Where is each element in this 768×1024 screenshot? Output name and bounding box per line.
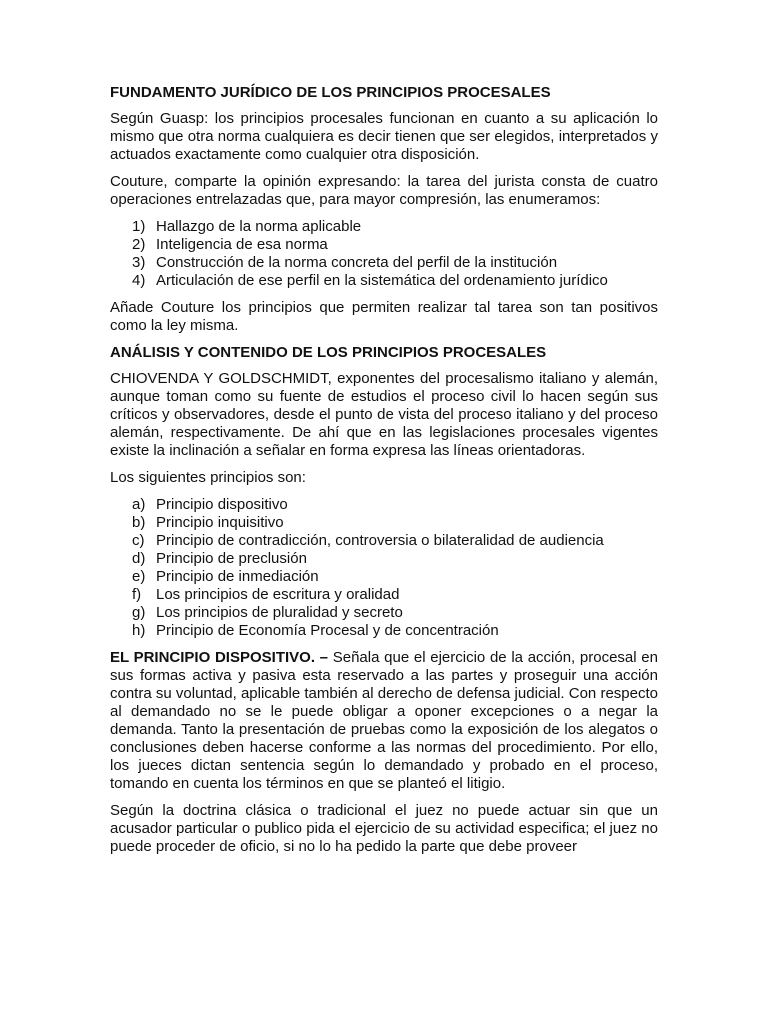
- list-marker: d): [132, 550, 146, 567]
- document-page: [110, 84, 658, 865]
- list-item-text: Principio de preclusión: [156, 550, 307, 567]
- paragraph-chiovenda: CHIOVENDA Y GOLDSCHMIDT, exponentes del procesalismo italiano y alemán, aunque toman como su fuente de estudios el proceso civil lo hacen según sus críticos y observadores, desde el punto de vista del proceso italiano y del proceso alemán, respectivamente. De ahí que en las legislaciones procesales vigentes existe la inclinación a señalar en forma expresa las líneas orientadoras.: [110, 370, 658, 459]
- list-item: [110, 568, 658, 586]
- list-item: [110, 604, 658, 622]
- list-item-text: Inteligencia de esa norma: [156, 236, 328, 253]
- list-marker: a): [132, 496, 146, 513]
- paragraph-doctrina-clasica: Según la doctrina clásica o tradicional el juez no puede actuar sin que un acusador particular o publico pida el ejercicio de su actividad especifica; el juez no puede proceder de oficio, si no lo ha pedido la parte que debe proveer: [110, 802, 658, 855]
- list-marker: 2): [132, 236, 146, 253]
- paragraph-principles-intro: Los siguientes principios son:: [110, 469, 306, 486]
- list-item-text: Construcción de la norma concreta del perfil de la institución: [156, 254, 558, 271]
- list-marker: c): [132, 532, 145, 549]
- list-marker: 1): [132, 218, 146, 235]
- list-item-text: Principio de inmediación: [156, 568, 319, 585]
- list-marker: g): [132, 604, 146, 621]
- list-item: [110, 496, 658, 514]
- list-marker: b): [132, 514, 146, 531]
- list-item: [110, 272, 658, 290]
- list-item-text: Los principios de pluralidad y secreto: [156, 604, 403, 621]
- list-item: [110, 550, 658, 568]
- paragraph-lead-dispositivo: EL PRINCIPIO DISPOSITIVO. –: [110, 649, 329, 666]
- list-marker: 3): [132, 254, 146, 271]
- list-item-text: Principio dispositivo: [156, 496, 288, 513]
- list-item-text: Hallazgo de la norma aplicable: [156, 218, 362, 235]
- section-title-analisis: ANÁLISIS Y CONTENIDO DE LOS PRINCIPIOS PROCESALES: [110, 344, 547, 361]
- list-marker: h): [132, 622, 146, 639]
- list-item-text: Principio inquisitivo: [156, 514, 284, 531]
- list-item: [110, 532, 658, 550]
- paragraph-principio-dispositivo: [110, 649, 658, 793]
- list-marker: 4): [132, 272, 146, 289]
- list-item-text: Los principios de escritura y oralidad: [156, 586, 400, 603]
- section-title-fundamento: FUNDAMENTO JURÍDICO DE LOS PRINCIPIOS PROCESALES: [110, 84, 551, 101]
- list-item: [110, 254, 658, 272]
- list-item: [110, 514, 658, 532]
- numbered-list-operations: [110, 218, 658, 290]
- list-item: [110, 622, 658, 640]
- list-item: [110, 586, 658, 604]
- list-item-text: Principio de Economía Procesal y de concentración: [156, 622, 499, 639]
- list-marker: f): [132, 586, 142, 603]
- list-item-text: Principio de contradicción, controversia o bilateralidad de audiencia: [156, 532, 604, 549]
- list-item-text: Articulación de ese perfil en la sistemática del ordenamiento jurídico: [156, 272, 608, 289]
- paragraph-couture: Couture, comparte la opinión expresando: la tarea del jurista consta de cuatro operaciones entrelazadas que, para mayor compresión, las enumeramos:: [110, 173, 658, 208]
- paragraph-body-dispositivo: Señala que el ejercicio de la acción, procesal en sus formas activa y pasiva esta reservado a las partes y proseguir una acción contra su voluntad, aplicable también al derecho de defensa judicial. Con respecto al demandado no se le puede obligar a oponer excepciones o a negar la demanda. Tanto la presentación de pruebas como la exposición de los alegatos o conclusiones deben hacerse conforme a las normas del procedimiento. Por ello, los jueces dictan sentencia según lo demandado y probado en el proceso, tomando en cuenta los términos en que se planteó el litigio.: [110, 649, 658, 792]
- list-item: [110, 218, 658, 236]
- paragraph-guasp: Según Guasp: los principios procesales funcionan en cuanto a su aplicación lo mismo que otra norma cualquiera es decir tienen que ser elegidos, interpretados y actuados exactamente como cualquier otra disposición.: [110, 110, 658, 163]
- lettered-list-principles: [110, 496, 658, 640]
- list-marker: e): [132, 568, 146, 585]
- paragraph-couture-addendum: Añade Couture los principios que permiten realizar tal tarea son tan positivos como la ley misma.: [110, 299, 658, 334]
- list-item: [110, 236, 658, 254]
